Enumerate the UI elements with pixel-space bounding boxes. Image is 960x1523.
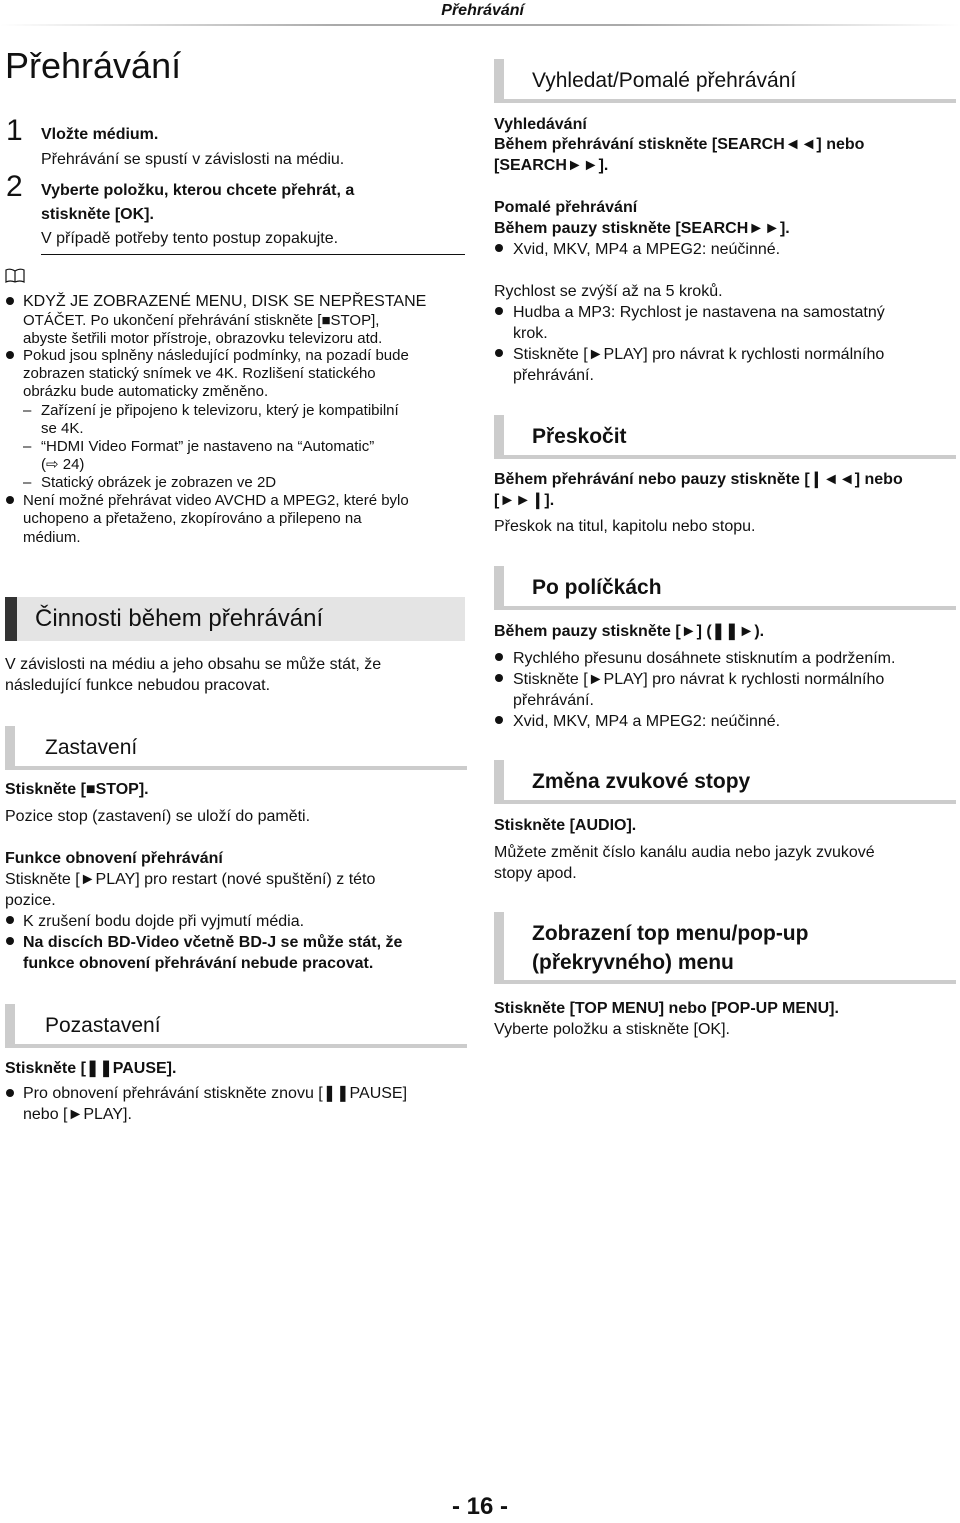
stop-heading: Zastavení — [45, 736, 138, 759]
frame-instruction: Během pauzy stiskněte [►] (❚❚►). — [494, 623, 765, 640]
step-1-title: Vložte médium. — [41, 126, 159, 143]
operations-heading-band — [5, 597, 465, 641]
stop-bullet-1: K zrušení bodu dojde při vyjmutí média. — [23, 913, 305, 930]
play-bullet-line-1: Stiskněte [►PLAY] pro návrat k rychlosti normálního — [513, 346, 885, 363]
frame-bullet-2-line-2: přehrávání. — [513, 692, 594, 709]
note-dash: – — [23, 474, 32, 491]
skip-heading-band — [494, 415, 956, 459]
stop-heading-band — [5, 726, 467, 770]
search-line-1: Během přehrávání stiskněte [SEARCH◄◄] nebo — [494, 136, 865, 153]
audio-heading: Změna zvukové stopy — [532, 770, 751, 793]
frame-bullet — [495, 674, 503, 682]
frame-bullet-2-line-1: Stiskněte [►PLAY] pro návrat k rychlosti normálního — [513, 671, 885, 688]
note-dash: – — [23, 402, 32, 419]
resume-line-1: Stiskněte [►PLAY] pro restart (nové spuštění) z této — [5, 871, 376, 888]
page-number: - 16 - — [451, 1493, 508, 1520]
resume-line-2: pozice. — [5, 892, 56, 909]
running-header: Přehrávání — [441, 2, 524, 19]
step-number-1: 1 — [6, 114, 23, 147]
pause-heading-band — [5, 1004, 467, 1048]
audio-text-line-1: Můžete změnit číslo kanálu audia nebo jazyk zvukové — [494, 844, 875, 861]
header-rule — [0, 24, 960, 26]
operations-intro-line-2: následující funkce nebudou pracovat. — [5, 677, 271, 694]
pause-instruction: Stiskněte [❚❚PAUSE]. — [5, 1060, 177, 1077]
stop-bullet — [6, 937, 14, 945]
frame-bullet-1: Rychlého přesunu dosáhnete stisknutím a podržením. — [513, 650, 896, 667]
slow-line: Během pauzy stiskněte [SEARCH►►]. — [494, 220, 790, 237]
note-1-line-2: OTÁČET. Po ukončení přehrávání stiskněte [■STOP], — [23, 312, 380, 329]
topmenu-heading-line-1: Zobrazení top menu/pop-up — [532, 922, 809, 945]
note-sub-1-line-1: Zařízení je připojeno k televizoru, který je kompatibilní — [41, 402, 399, 419]
resume-title: Funkce obnovení přehrávání — [5, 850, 223, 867]
steps-rule — [41, 254, 465, 255]
slow-title: Pomalé přehrávání — [494, 199, 638, 216]
heading-bar — [5, 597, 17, 641]
slow-bullet: Xvid, MKV, MP4 a MPEG2: neúčinné. — [513, 241, 781, 258]
note-1-line-3: abyste šetřili motor přístroje, obrazovku televizoru atd. — [23, 330, 383, 347]
note-bullet — [6, 297, 14, 305]
step-number-2: 2 — [6, 170, 23, 203]
search-heading: Vyhledat/Pomalé přehrávání — [532, 69, 797, 92]
note-sub-1-line-2: se 4K. — [41, 420, 84, 437]
page-title: Přehrávání — [5, 45, 182, 86]
frame-bullet — [495, 653, 503, 661]
note-bullet — [6, 351, 14, 359]
stop-bullet — [6, 916, 14, 924]
music-bullet-line-1: Hudba a MP3: Rychlost je nastavena na samostatný — [513, 304, 885, 321]
frame-bullet-3: Xvid, MKV, MP4 a MPEG2: neúčinné. — [513, 713, 781, 730]
topmenu-heading-band — [494, 912, 956, 984]
note-3-line-2: uchopeno a přetaženo, zkopírováno a přilepeno na — [23, 510, 362, 527]
audio-text-line-2: stopy apod. — [494, 865, 577, 882]
note-2-line-1: Pokud jsou splněny následující podmínky, na pozadí bude — [23, 347, 409, 364]
stop-bullet-2-line-2: funkce obnovení přehrávání nebude pracovat. — [23, 955, 374, 972]
note-3-line-1: Není možné přehrávat video AVCHD a MPEG2, které bylo — [23, 492, 409, 509]
step-1-text: Přehrávání se spustí v závislosti na médiu. — [41, 151, 345, 168]
pause-bullet-line-1: Pro obnovení přehrávání stiskněte znovu [❚❚PAUSE] — [23, 1085, 408, 1102]
note-2-line-3: obrázku bude automaticky změněno. — [23, 383, 269, 400]
operations-intro-line-1: V závislosti na médiu a jeho obsahu se může stát, že — [5, 656, 382, 673]
topmenu-heading-line-2: (překryvného) menu — [532, 951, 734, 974]
skip-instruction-line-1: Během přehrávání nebo pauzy stiskněte [❙◄◄] nebo — [494, 471, 903, 488]
music-bullet-line-2: krok. — [513, 325, 548, 342]
note-sub-2-line-2: (⇨ 24) — [41, 456, 85, 473]
skip-instruction-line-2: [►►❙]. — [494, 492, 555, 509]
pause-bullet — [6, 1089, 14, 1097]
stop-instruction: Stiskněte [■STOP]. — [5, 781, 149, 798]
step-2-title-line-2: stiskněte [OK]. — [41, 206, 154, 223]
book-icon — [5, 268, 25, 289]
note-1-line-1: KDYŽ JE ZOBRAZENÉ MENU, DISK SE NEPŘESTANE — [23, 293, 427, 310]
audio-instruction: Stiskněte [AUDIO]. — [494, 817, 637, 834]
step-2-text: V případě potřeby tento postup zopakujte. — [41, 230, 339, 247]
frame-heading-band — [494, 566, 956, 610]
frame-bullet — [495, 716, 503, 724]
note-sub-3: Statický obrázek je zobrazen ve 2D — [41, 474, 277, 491]
step-2-title-line-1: Vyberte položku, kterou chcete přehrát, a — [41, 182, 355, 199]
note-3-line-3: médium. — [23, 529, 81, 546]
search-heading-band — [494, 59, 956, 103]
play-bullet-line-2: přehrávání. — [513, 367, 594, 384]
frame-heading: Po políčkách — [532, 576, 662, 599]
stop-text: Pozice stop (zastavení) se uloží do paměti. — [5, 808, 311, 825]
search-bullet — [495, 349, 503, 357]
note-dash: – — [23, 438, 32, 455]
note-2-line-2: zobrazen statický snímek ve 4K. Rozlišení statického — [23, 365, 376, 382]
search-bullet — [495, 307, 503, 315]
operations-heading: Činnosti během přehrávání — [35, 605, 324, 632]
speed-text: Rychlost se zvýší až na 5 kroků. — [494, 283, 723, 300]
topmenu-instruction: Stiskněte [TOP MENU] nebo [POP-UP MENU]. — [494, 1000, 839, 1017]
pause-heading: Pozastavení — [45, 1014, 161, 1037]
skip-heading: Přeskočit — [532, 425, 627, 448]
note-sub-2-line-1: “HDMI Video Format” je nastaveno na “Automatic” — [41, 438, 375, 455]
search-bullet — [495, 244, 503, 252]
skip-text: Přeskok na titul, kapitolu nebo stopu. — [494, 518, 756, 535]
audio-heading-band — [494, 760, 956, 804]
topmenu-text: Vyberte položku a stiskněte [OK]. — [494, 1021, 730, 1038]
search-line-2: [SEARCH►►]. — [494, 157, 609, 174]
search-title: Vyhledávání — [494, 116, 587, 133]
pause-bullet-line-2: nebo [►PLAY]. — [23, 1106, 132, 1123]
note-bullet — [6, 496, 14, 504]
stop-bullet-2-line-1: Na discích BD-Video včetně BD-J se může stát, že — [23, 934, 403, 951]
